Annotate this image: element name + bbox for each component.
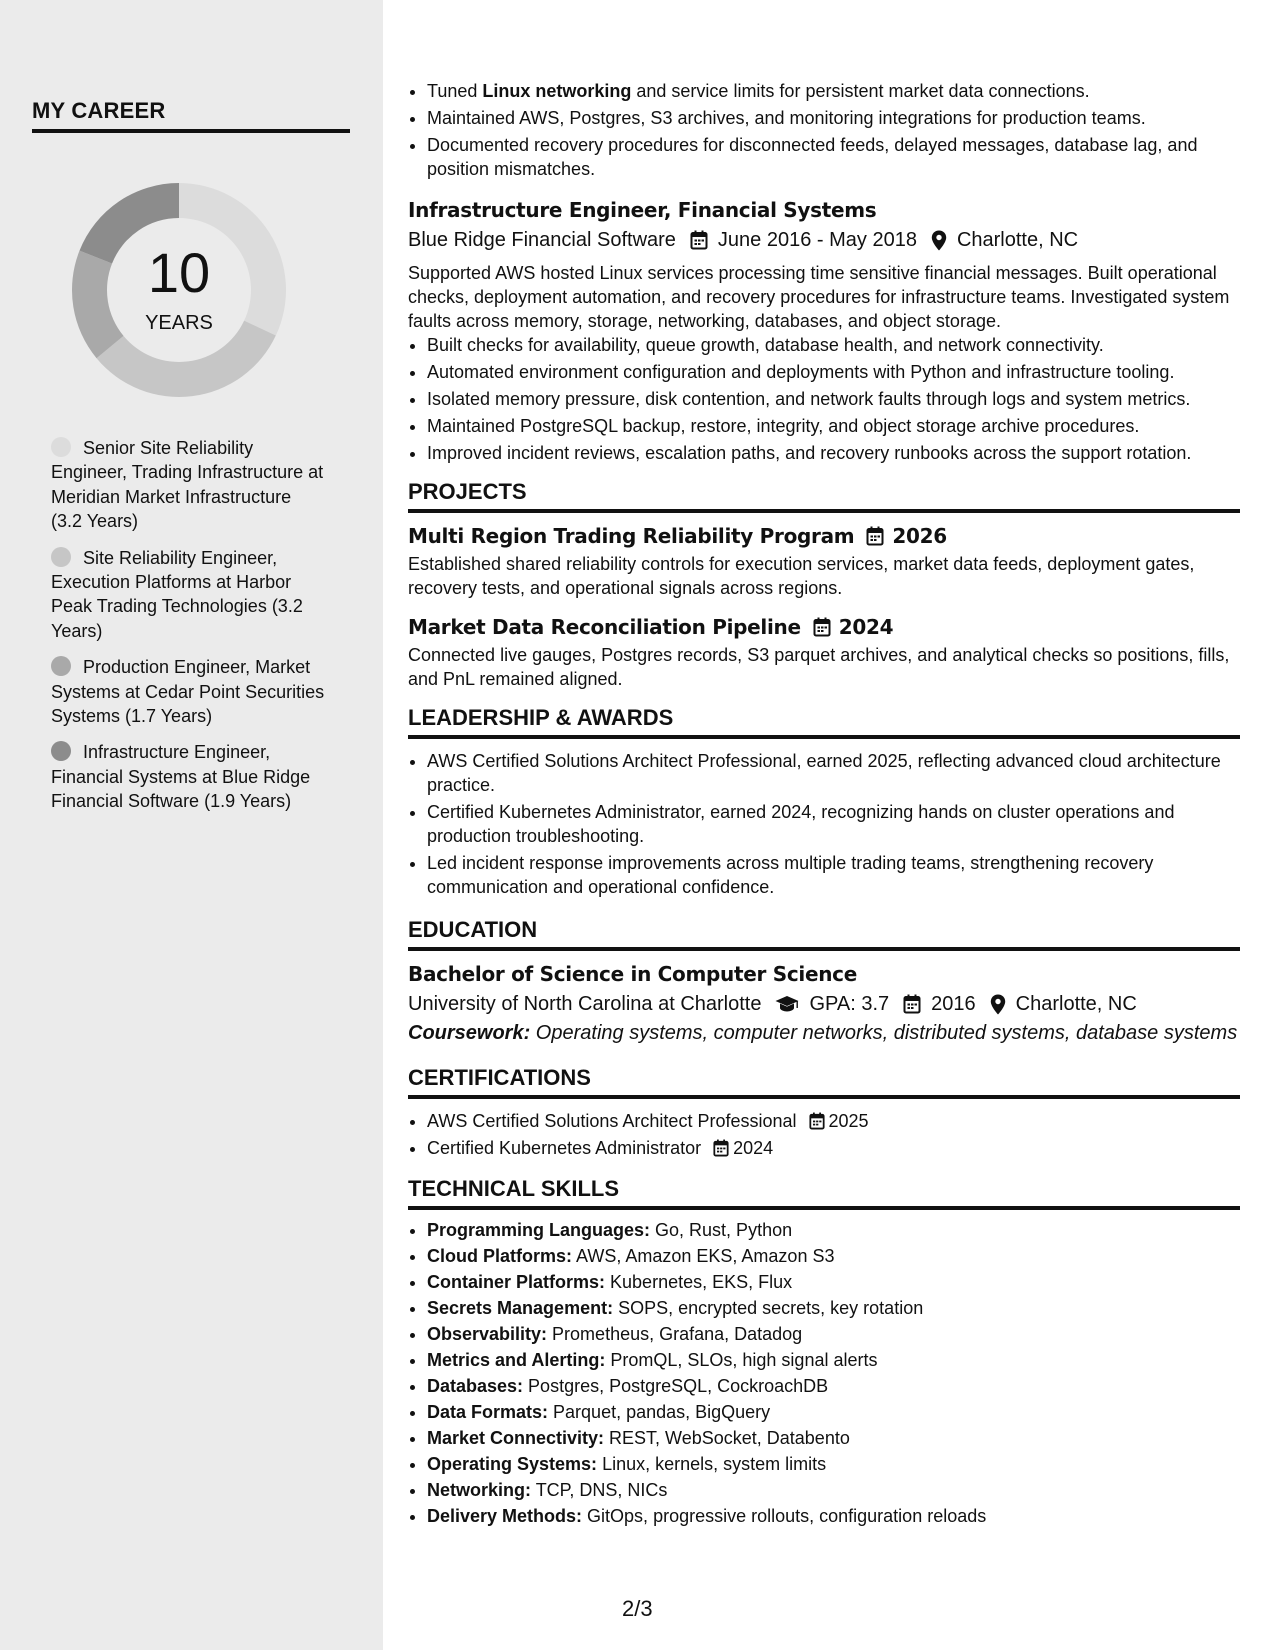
certification-bullets <box>408 1109 1240 1160</box>
project-name: Multi Region Trading Reliability Program <box>408 524 855 548</box>
career-list <box>51 436 326 826</box>
skill-value: SOPS, encrypted secrets, key rotation <box>613 1298 924 1318</box>
section-title-certifications: CERTIFICATIONS <box>408 1065 1240 1099</box>
calendar-icon <box>690 230 708 250</box>
career-item <box>51 436 326 534</box>
bullet-item: • Maintained AWS, Postgres, S3 archives, and monitoring integrations for production teams. <box>427 106 1240 130</box>
bullet-item: • Automated environment configuration and deployments with Python and infrastructure tooling. <box>427 360 1240 384</box>
career-item-text: Infrastructure Engineer, Financial Systems at Blue Ridge Financial Software (1.9 Years) <box>51 742 311 812</box>
skill-label: Secrets Management: <box>427 1298 614 1318</box>
school-name: University of North Carolina at Charlotte <box>408 993 762 1015</box>
legend-dot <box>51 437 71 457</box>
career-item <box>51 655 326 728</box>
bullet-item <box>427 79 1240 103</box>
certification-name: Certified Kubernetes Administrator <box>427 1138 702 1158</box>
job-location: Charlotte, NC <box>956 229 1079 251</box>
certification-year: 2024 <box>733 1138 774 1158</box>
degree-title: Bachelor of Science in Computer Science <box>408 962 857 986</box>
main-content <box>408 79 1240 1530</box>
skill-label: Cloud Platforms: <box>427 1246 573 1266</box>
skill-item <box>427 1426 1240 1450</box>
calendar-icon <box>903 994 921 1014</box>
skill-label: Delivery Methods: <box>427 1506 583 1526</box>
skill-item <box>427 1296 1240 1320</box>
skill-item <box>427 1400 1240 1424</box>
bullet-item: • Built checks for availability, queue growth, database health, and network connectivity. <box>427 333 1240 357</box>
job-dates: June 2016 - May 2018 <box>717 229 917 251</box>
page-number: 2/3 <box>622 1596 653 1621</box>
section-title-education: EDUCATION <box>408 917 1240 951</box>
career-item <box>51 546 326 644</box>
skill-label: Programming Languages: <box>427 1220 651 1240</box>
coursework <box>408 1021 1240 1045</box>
job-summary: Supported AWS hosted Linux services processing time sensitive financial messages. Built operational checks, deployment automation, and recovery procedures for infrastructure teams. Investigated system faults across memory, storage, networking, databases, and object storage. <box>408 263 1230 331</box>
skill-item <box>427 1504 1240 1528</box>
skill-item <box>427 1348 1240 1372</box>
skills-list <box>408 1218 1240 1528</box>
graduation-cap-icon <box>775 995 799 1013</box>
donut-unit: YEARS <box>145 312 213 334</box>
skill-value: REST, WebSocket, Databento <box>604 1428 850 1448</box>
skill-value: Prometheus, Grafana, Datadog <box>547 1324 803 1344</box>
skill-value: AWS, Amazon EKS, Amazon S3 <box>572 1246 835 1266</box>
skill-item <box>427 1374 1240 1398</box>
skill-value: Go, Rust, Python <box>650 1220 793 1240</box>
skill-label: Data Formats: <box>427 1402 549 1422</box>
career-donut-chart <box>66 177 292 403</box>
legend-dot <box>51 656 71 676</box>
bullet-item: • Isolated memory pressure, disk contention, and network faults through logs and system metrics. <box>427 387 1240 411</box>
career-item-text: Senior Site Reliability Engineer, Trading Infrastructure at Meridian Market Infrastructure (3.2 Years) <box>51 438 324 532</box>
skill-value: GitOps, progressive rollouts, configuration reloads <box>582 1506 987 1526</box>
skill-label: Metrics and Alerting: <box>427 1350 606 1370</box>
section-title-projects: PROJECTS <box>408 479 1240 513</box>
sidebar <box>0 0 383 1650</box>
skill-label: Operating Systems: <box>427 1454 598 1474</box>
skill-item <box>427 1322 1240 1346</box>
career-item-text: Site Reliability Engineer, Execution Platforms at Harbor Peak Trading Technologies (3.2 Years) <box>51 547 303 641</box>
bullet-item: • Documented recovery procedures for disconnected feeds, delayed messages, database lag, and position mismatches. <box>427 133 1240 181</box>
bullet-item: • Maintained PostgreSQL backup, restore, integrity, and object storage archive procedures. <box>427 414 1240 438</box>
calendar-icon <box>866 526 884 546</box>
calendar-icon <box>713 1139 729 1157</box>
skill-label: Networking: <box>427 1480 532 1500</box>
job-title: Infrastructure Engineer, Financial Systems <box>408 198 877 222</box>
skill-label: Market Connectivity: <box>427 1428 605 1448</box>
career-item-text: Production Engineer, Market Systems at Cedar Point Securities Systems (1.7 Years) <box>51 657 325 727</box>
bullet-bold-text: Linux networking <box>482 81 632 101</box>
certification-item <box>427 1109 1240 1133</box>
donut-center <box>66 177 292 403</box>
legend-dot <box>51 547 71 567</box>
section-title-skills: TECHNICAL SKILLS <box>408 1176 1240 1210</box>
skill-value: Linux, kernels, system limits <box>597 1454 827 1474</box>
donut-value: 10 <box>147 241 211 304</box>
calendar-icon <box>813 617 831 637</box>
project-description: Established shared reliability controls for execution services, market data feeds, deployment gates, recovery tests, and operational signals across regions. <box>408 554 1195 598</box>
skill-item <box>427 1452 1240 1476</box>
skill-label: Databases: <box>427 1376 524 1396</box>
job-meta <box>408 227 1240 253</box>
coursework-text: Operating systems, computer networks, distributed systems, database systems <box>530 1022 1238 1044</box>
career-item <box>51 740 326 813</box>
map-pin-icon <box>931 230 947 251</box>
leadership-bullets <box>408 749 1240 899</box>
skill-item <box>427 1270 1240 1294</box>
bullet-text: and service limits for persistent market data connections. <box>631 81 1090 101</box>
project-year: 2026 <box>892 524 947 548</box>
coursework-label: Coursework: <box>408 1022 531 1044</box>
sidebar-title: MY CAREER <box>32 98 350 133</box>
job-bullets <box>408 333 1240 465</box>
project-description: Connected live gauges, Postgres records, S3 parquet archives, and analytical checks so positions, fills, and PnL remained aligned. <box>408 645 1230 689</box>
skill-value: TCP, DNS, NICs <box>531 1480 668 1500</box>
project-name: Market Data Reconciliation Pipeline <box>408 615 801 639</box>
bullet-item: • Improved incident reviews, escalation paths, and recovery runbooks across the support rotation. <box>427 441 1240 465</box>
education-meta <box>408 991 1240 1017</box>
graduation-year: 2016 <box>931 993 976 1015</box>
bullet-text: Tuned <box>427 81 483 101</box>
skill-item <box>427 1244 1240 1268</box>
job-company: Blue Ridge Financial Software <box>408 229 676 251</box>
project-year: 2024 <box>838 615 894 639</box>
legend-dot <box>51 741 71 761</box>
project-title <box>408 523 1240 549</box>
map-pin-icon <box>990 994 1006 1015</box>
bullet-item: • Led incident response improvements across multiple trading teams, strengthening recovery communication and operational confidence. <box>427 851 1240 899</box>
school-location: Charlotte, NC <box>1015 993 1137 1015</box>
skill-value: PromQL, SLOs, high signal alerts <box>605 1350 878 1370</box>
experience-continued-bullets <box>408 79 1240 181</box>
section-title-leadership: LEADERSHIP & AWARDS <box>408 705 1240 739</box>
skill-item <box>427 1218 1240 1242</box>
gpa: GPA: 3.7 <box>809 993 890 1015</box>
certification-year: 2025 <box>828 1111 869 1131</box>
calendar-icon <box>809 1112 825 1130</box>
certification-item <box>427 1136 1240 1160</box>
bullet-item: • AWS Certified Solutions Architect Professional, earned 2025, reflecting advanced cloud architecture practice. <box>427 749 1240 797</box>
skill-label: Container Platforms: <box>427 1272 606 1292</box>
skill-item <box>427 1478 1240 1502</box>
skill-value: Postgres, PostgreSQL, CockroachDB <box>523 1376 829 1396</box>
skill-label: Observability: <box>427 1324 548 1344</box>
skill-value: Kubernetes, EKS, Flux <box>605 1272 793 1292</box>
skill-value: Parquet, pandas, BigQuery <box>548 1402 771 1422</box>
bullet-item: • Certified Kubernetes Administrator, earned 2024, recognizing hands on cluster operations and production troubleshooting. <box>427 800 1240 848</box>
certification-name: AWS Certified Solutions Architect Professional <box>427 1111 797 1131</box>
project-title <box>408 614 1240 640</box>
